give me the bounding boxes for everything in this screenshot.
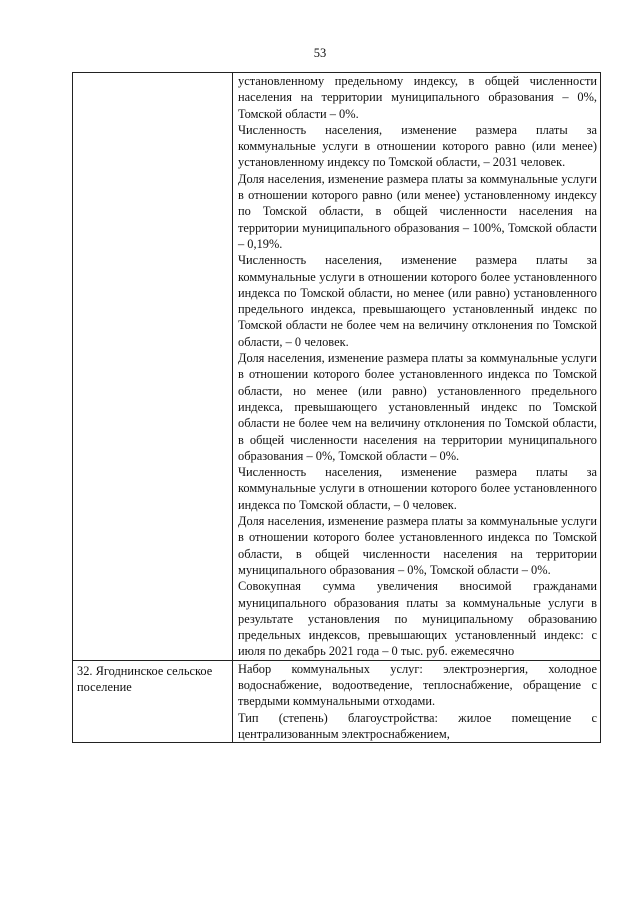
paragraph: Численность населения, изменение размера платы за коммунальные услуги в отношении которого более установленного индекса по Томской области, но менее (или равно) установленного предельного индекса, превышающего установленный индекс по Томской области не более чем на величину отклонения по Томской области, – 0 человек. [238, 253, 597, 349]
paragraph: Доля населения, изменение размера платы за коммунальные услуги в отношении которого равно (или менее) установленному индексу по Томской области, в общей численности населения на территории муниципального образования – 100%, Томской области – 0,19%. [238, 171, 597, 251]
paragraph: Набор коммунальных услуг: электроэнергия, холодное водоснабжение, водоотведение, теплоснабжение, обращение с твердыми коммунальными отходами. [238, 661, 597, 709]
municipality-cell [73, 660, 233, 742]
paragraph: установленному предельному индексу, в общей численности населения на территории муниципального образования – 0%, Томской области – 0%. [238, 74, 597, 121]
paragraph: Численность населения, изменение размера платы за коммунальные услуги в отношении которого более установленного индекса по Томской области, – 0 человек. [238, 465, 597, 512]
municipal-index-table [72, 72, 601, 743]
table-row [73, 660, 601, 742]
description-cell [233, 73, 601, 661]
paragraph: Совокупная сумма увеличения вносимой гражданами муниципального образования платы за коммунальные услуги в результате установления по муниципальному образованию предельных индексов, превышающих установленный индекс: с июля по декабрь 2021 года – 0 тыс. руб. ежемесячно [238, 579, 597, 659]
paragraph: Численность населения, изменение размера платы за коммунальные услуги в отношении которого равно (или менее) установленному индексу по Томской области, – 2031 человек. [238, 122, 597, 170]
page-number: 53 [313, 46, 327, 60]
municipality-cell [73, 73, 233, 661]
paragraph: Тип (степень) благоустройства: жилое помещение с централизованным электроснабжением, [238, 710, 597, 741]
table-row [73, 73, 601, 661]
paragraph: Доля населения, изменение размера платы за коммунальные услуги в отношении которого более установленного индекса по Томской области, но менее (или равно) установленного предельного индекса, превышающего установленный индекс по Томской области не более чем на величину отклонения по Томской области, в общей численности населения на территории муниципального образования – 0%, Томской области – 0%. [238, 351, 597, 463]
municipality-name: 32. Ягоднинское сельское поселение [77, 663, 213, 694]
paragraph: Доля населения, изменение размера платы за коммунальные услуги в отношении которого более установленного индекса по Томской области, в общей численности населения на территории муниципального образования – 0%, Томской области – 0%. [238, 514, 597, 577]
description-cell [233, 660, 601, 742]
